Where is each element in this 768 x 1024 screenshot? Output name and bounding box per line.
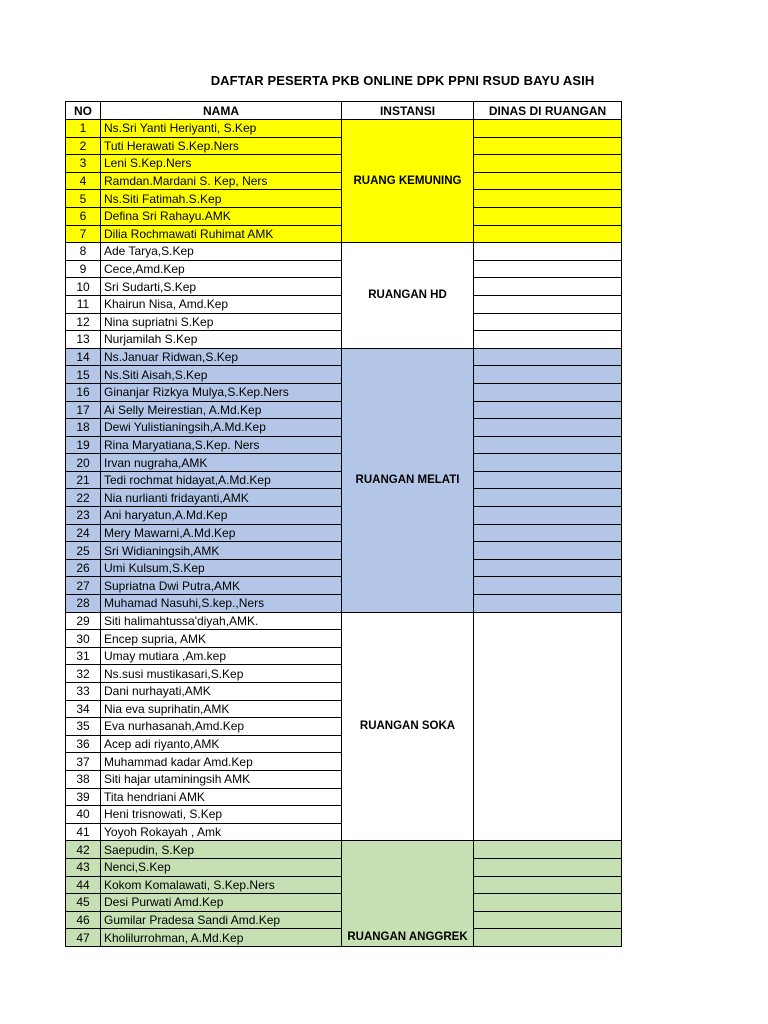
dinas-cell — [474, 858, 622, 876]
participant-name: Umay mutiara ,Am.kep — [101, 647, 342, 665]
dinas-cell — [474, 225, 622, 243]
participant-name: Gumilar Pradesa Sandi Amd.Kep — [101, 911, 342, 929]
participant-name: Ns.Sri Yanti Heriyanti, S.Kep — [101, 120, 342, 138]
header-no: NO — [66, 102, 101, 120]
row-number: 13 — [66, 331, 101, 349]
participant-name: Tuti Herawati S.Kep.Ners — [101, 137, 342, 155]
dinas-cell — [474, 207, 622, 225]
table-body — [66, 120, 622, 947]
participant-name: Desi Purwati Amd.Kep — [101, 894, 342, 912]
participant-name: Nenci,S.Kep — [101, 858, 342, 876]
instansi-cell: RUANGAN HD — [342, 243, 474, 349]
row-number: 19 — [66, 436, 101, 454]
row-number: 6 — [66, 207, 101, 225]
row-number: 18 — [66, 419, 101, 437]
instansi-cell: RUANG KEMUNING — [342, 120, 474, 243]
row-number: 43 — [66, 858, 101, 876]
row-number: 34 — [66, 700, 101, 718]
participant-name: Irvan nugraha,AMK — [101, 454, 342, 472]
row-number: 25 — [66, 542, 101, 560]
dinas-cell — [474, 718, 622, 736]
dinas-cell — [474, 788, 622, 806]
row-number: 15 — [66, 366, 101, 384]
row-number: 22 — [66, 489, 101, 507]
participant-name: Kholilurrohman, A.Md.Kep — [101, 929, 342, 947]
row-number: 7 — [66, 225, 101, 243]
participant-name: Eva nurhasanah,Amd.Kep — [101, 718, 342, 736]
row-number: 2 — [66, 137, 101, 155]
participant-table — [65, 101, 622, 947]
dinas-cell — [474, 806, 622, 824]
participant-name: Cece,Amd.Kep — [101, 260, 342, 278]
dinas-cell — [474, 120, 622, 138]
participant-name: Saepudin, S.Kep — [101, 841, 342, 859]
dinas-cell — [474, 454, 622, 472]
dinas-cell — [474, 894, 622, 912]
participant-name: Siti hajar utaminingsih AMK — [101, 770, 342, 788]
participant-name: Leni S.Kep.Ners — [101, 155, 342, 173]
participant-name: Nurjamilah S.Kep — [101, 331, 342, 349]
participant-name: Dewi Yulistianingsih,A.Md.Kep — [101, 419, 342, 437]
row-number: 35 — [66, 718, 101, 736]
dinas-cell — [474, 260, 622, 278]
dinas-cell — [474, 595, 622, 613]
dinas-cell — [474, 612, 622, 630]
dinas-cell — [474, 665, 622, 683]
dinas-cell — [474, 436, 622, 454]
instansi-cell: RUANGAN SOKA — [342, 612, 474, 841]
table-row — [66, 841, 622, 859]
dinas-cell — [474, 313, 622, 331]
participant-name: Ani haryatun,A.Md.Kep — [101, 507, 342, 525]
participant-name: Mery Mawarni,A.Md.Kep — [101, 524, 342, 542]
row-number: 27 — [66, 577, 101, 595]
table-row — [66, 120, 622, 138]
dinas-cell — [474, 770, 622, 788]
participant-name: Nina supriatni S.Kep — [101, 313, 342, 331]
participant-name: Rina Maryatiana,S.Kep. Ners — [101, 436, 342, 454]
row-number: 39 — [66, 788, 101, 806]
row-number: 40 — [66, 806, 101, 824]
dinas-cell — [474, 911, 622, 929]
participant-name: Ai Selly Meirestian, A.Md.Kep — [101, 401, 342, 419]
row-number: 32 — [66, 665, 101, 683]
row-number: 8 — [66, 243, 101, 261]
header-row — [66, 102, 622, 120]
dinas-cell — [474, 383, 622, 401]
participant-name: Kokom Komalawati, S.Kep.Ners — [101, 876, 342, 894]
dinas-cell — [474, 243, 622, 261]
dinas-cell — [474, 489, 622, 507]
dinas-cell — [474, 542, 622, 560]
row-number: 45 — [66, 894, 101, 912]
dinas-cell — [474, 735, 622, 753]
row-number: 9 — [66, 260, 101, 278]
participant-name: Muhammad kadar Amd.Kep — [101, 753, 342, 771]
dinas-cell — [474, 700, 622, 718]
dinas-cell — [474, 348, 622, 366]
dinas-cell — [474, 524, 622, 542]
row-number: 29 — [66, 612, 101, 630]
dinas-cell — [474, 190, 622, 208]
row-number: 17 — [66, 401, 101, 419]
dinas-cell — [474, 278, 622, 296]
row-number: 31 — [66, 647, 101, 665]
table-row — [66, 612, 622, 630]
participant-name: Muhamad Nasuhi,S.kep.,Ners — [101, 595, 342, 613]
row-number: 24 — [66, 524, 101, 542]
participant-name: Defina Sri Rahayu.AMK — [101, 207, 342, 225]
table-row — [66, 243, 622, 261]
participant-name: Ginanjar Rizkya Mulya,S.Kep.Ners — [101, 383, 342, 401]
row-number: 44 — [66, 876, 101, 894]
participant-name: Nia nurlianti fridayanti,AMK — [101, 489, 342, 507]
row-number: 38 — [66, 770, 101, 788]
dinas-cell — [474, 577, 622, 595]
header-dinas: DINAS DI RUANGAN — [474, 102, 622, 120]
header-nama: NAMA — [101, 102, 342, 120]
row-number: 11 — [66, 295, 101, 313]
row-number: 46 — [66, 911, 101, 929]
row-number: 42 — [66, 841, 101, 859]
participant-name: Ns.Januar Ridwan,S.Kep — [101, 348, 342, 366]
row-number: 28 — [66, 595, 101, 613]
participant-name: Supriatna Dwi Putra,AMK — [101, 577, 342, 595]
participant-name: Dilia Rochmawati Ruhimat AMK — [101, 225, 342, 243]
dinas-cell — [474, 507, 622, 525]
participant-name: Khairun Nisa, Amd.Kep — [101, 295, 342, 313]
participant-name: Encep supria, AMK — [101, 630, 342, 648]
row-number: 16 — [66, 383, 101, 401]
row-number: 26 — [66, 559, 101, 577]
dinas-cell — [474, 366, 622, 384]
participant-name: Sri Widianingsih,AMK — [101, 542, 342, 560]
participant-name: Nia eva suprihatin,AMK — [101, 700, 342, 718]
row-number: 10 — [66, 278, 101, 296]
row-number: 30 — [66, 630, 101, 648]
row-number: 21 — [66, 471, 101, 489]
participant-name: Acep adi riyanto,AMK — [101, 735, 342, 753]
row-number: 3 — [66, 155, 101, 173]
row-number: 5 — [66, 190, 101, 208]
dinas-cell — [474, 471, 622, 489]
dinas-cell — [474, 559, 622, 577]
participant-name: Tita hendriani AMK — [101, 788, 342, 806]
header-instansi: INSTANSI — [342, 102, 474, 120]
row-number: 36 — [66, 735, 101, 753]
row-number: 1 — [66, 120, 101, 138]
row-number: 20 — [66, 454, 101, 472]
dinas-cell — [474, 630, 622, 648]
row-number: 37 — [66, 753, 101, 771]
dinas-cell — [474, 401, 622, 419]
dinas-cell — [474, 876, 622, 894]
participant-name: Heni trisnowati, S.Kep — [101, 806, 342, 824]
participant-name: Dani nurhayati,AMK — [101, 683, 342, 701]
participant-name: Ns.Siti Aisah,S.Kep — [101, 366, 342, 384]
row-number: 47 — [66, 929, 101, 947]
participant-name: Yoyoh Rokayah , Amk — [101, 823, 342, 841]
participant-name: Tedi rochmat hidayat,A.Md.Kep — [101, 471, 342, 489]
dinas-cell — [474, 172, 622, 190]
row-number: 41 — [66, 823, 101, 841]
row-number: 23 — [66, 507, 101, 525]
document-title: DAFTAR PESERTA PKB ONLINE DPK PPNI RSUD BAYU ASIH — [210, 73, 595, 88]
instansi-cell: RUANGAN MELATI — [342, 348, 474, 612]
participant-name: Umi Kulsum,S.Kep — [101, 559, 342, 577]
participant-name: Siti halimahtussa'diyah,AMK. — [101, 612, 342, 630]
row-number: 12 — [66, 313, 101, 331]
dinas-cell — [474, 295, 622, 313]
participant-name: Ns.Siti Fatimah.S.Kep — [101, 190, 342, 208]
dinas-cell — [474, 155, 622, 173]
participant-name: Ns.susi mustikasari,S.Kep — [101, 665, 342, 683]
instansi-cell: RUANGAN ANGGREK — [342, 841, 474, 947]
row-number: 14 — [66, 348, 101, 366]
dinas-cell — [474, 137, 622, 155]
dinas-cell — [474, 419, 622, 437]
dinas-cell — [474, 929, 622, 947]
dinas-cell — [474, 331, 622, 349]
dinas-cell — [474, 753, 622, 771]
dinas-cell — [474, 683, 622, 701]
dinas-cell — [474, 647, 622, 665]
table-row — [66, 348, 622, 366]
participant-name: Ramdan.Mardani S. Kep, Ners — [101, 172, 342, 190]
participant-name: Ade Tarya,S.Kep — [101, 243, 342, 261]
participant-name: Sri Sudarti,S.Kep — [101, 278, 342, 296]
row-number: 4 — [66, 172, 101, 190]
dinas-cell — [474, 841, 622, 859]
dinas-cell — [474, 823, 622, 841]
row-number: 33 — [66, 683, 101, 701]
